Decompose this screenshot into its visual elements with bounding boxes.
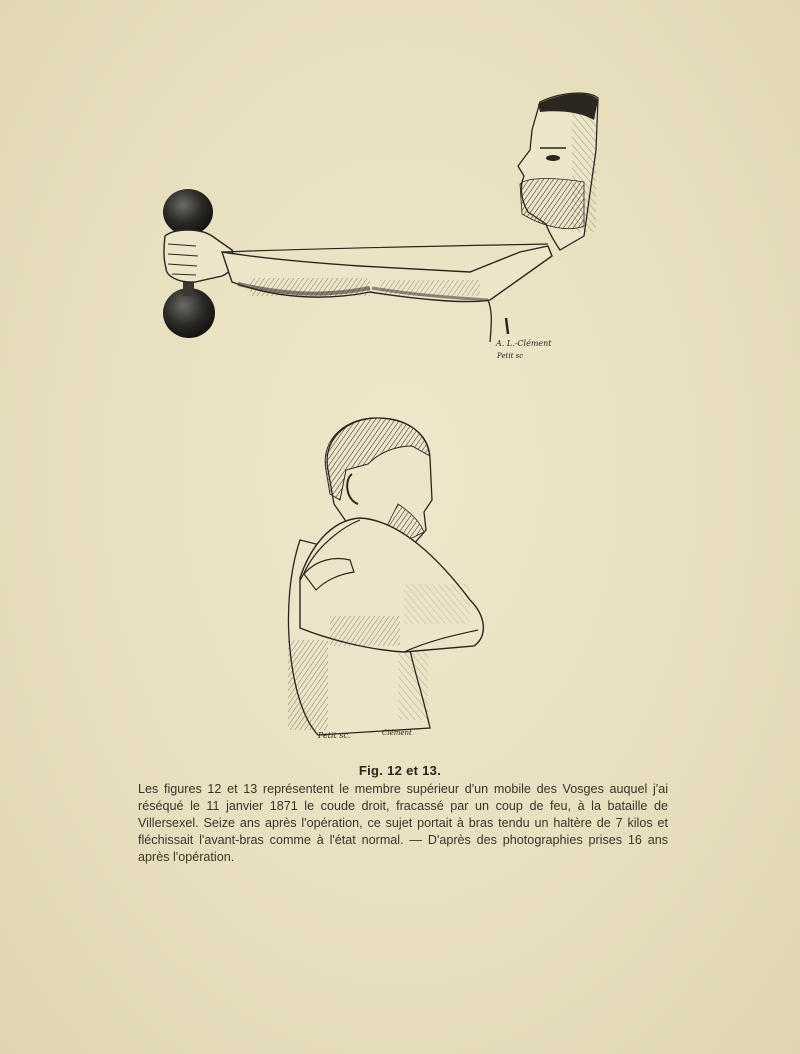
top-engraver-signature-2: Petit sc [497, 352, 524, 360]
top-engraver-signature-1: A. L.-Clément [496, 339, 552, 348]
figure-caption: Les figures 12 et 13 représentent le membre supérieur d'un mobile des Vosges auquel j'ai réséqué le 11 janvier 1871 le coude droit, fracassé par un coup de feu, à la bataille de Villersexel. Seize ans après l'opération, ce sujet portait à bras tendu un haltère de 7 kilos et fléchissait l'avant-bras comme à l'état normal. — D'après des photographies prises 16 ans après l'opération. [138, 782, 668, 864]
bottom-engraver-signature-left: Petit sc. [318, 731, 351, 740]
figure-12-extended-arm [163, 93, 598, 360]
head-profile-top [518, 93, 598, 250]
bottom-engraver-signature-right: Clément [382, 729, 412, 737]
figure-title: Fig. 12 et 13. [358, 763, 442, 778]
figure-13-flexed-arm [288, 418, 483, 740]
